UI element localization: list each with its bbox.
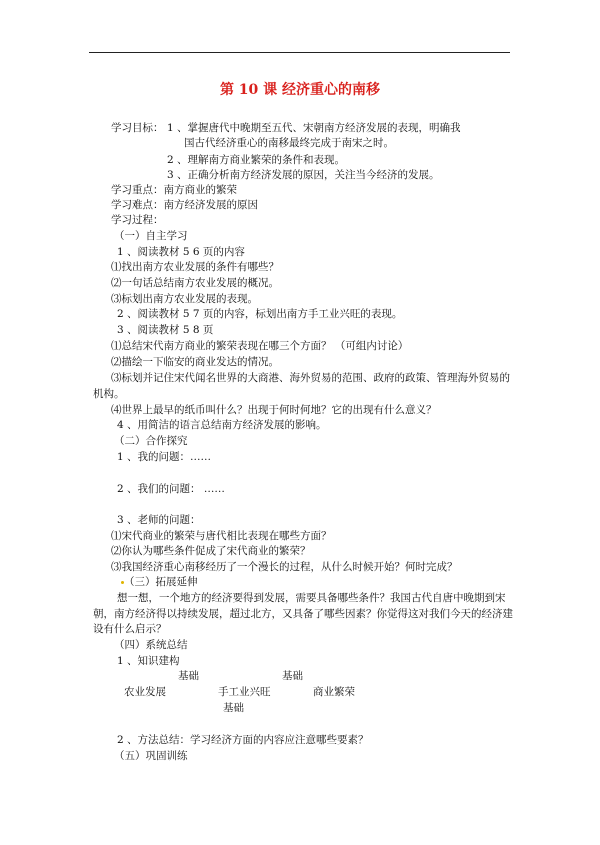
objective-2: 2 、理解南方商业繁荣的条件和表现。 bbox=[167, 154, 346, 166]
part4-knowledge: 1 、知识建构 bbox=[117, 655, 180, 667]
difficult-point: 学习难点：南方经济发展的原因 bbox=[111, 199, 258, 211]
part1-question-1: ⑴找出南方农业发展的条件有哪些？ bbox=[111, 261, 279, 273]
part2-our-question: 2 、我们的问题： …… bbox=[117, 483, 225, 495]
part1-read3-question-3-line-1: ⑶标划并记住宋代闻名世界的大商港、海外贸易的范围、政府的政策、管理海外贸易的 bbox=[111, 372, 510, 384]
key-point: 学习重点：南方商业的繁荣 bbox=[111, 184, 237, 196]
part4-method: 2 、方法总结：学习经济方面的内容应注意哪些要素？ bbox=[117, 734, 369, 746]
diagram-base-2: 基础 bbox=[282, 670, 303, 682]
diagram-base-3: 基础 bbox=[223, 702, 244, 714]
lesson-title: 第 10 课 经济重心的南移 bbox=[219, 82, 381, 98]
part5-heading: （五）巩固训练 bbox=[114, 750, 188, 762]
process-label: 学习过程： bbox=[111, 214, 164, 226]
part2-teacher-question-3: ⑶我国经济重心南移经历了一个漫长的过程，从什么时候开始？何时完成？ bbox=[111, 561, 458, 573]
part3-paragraph-line-2: 朝，南方经济得以持续发展，超过北方，又具备了哪些因素？你觉得这对我们今天的经济建 bbox=[93, 608, 513, 620]
part2-my-question: 1 、我的问题：…… bbox=[117, 451, 212, 463]
header-rule bbox=[89, 52, 510, 53]
part1-question-3: ⑶标划出南方农业发展的表现。 bbox=[111, 293, 258, 305]
diagram-commerce: 商业繁荣 bbox=[313, 686, 355, 698]
part2-teacher-question-2: ⑵你认为哪些条件促成了宋代商业的繁荣？ bbox=[111, 545, 311, 557]
objective-3: 3 、正确分析南方经济发展的原因，关注当今经济的发展。 bbox=[167, 169, 440, 181]
part3-paragraph-line-1: 想一想，一个地方的经济要得到发展，需要具备哪些条件？我国古代自唐中晚期到宋 bbox=[117, 592, 506, 604]
objective-1-line-2: 国古代经济重心的南移最终完成于南宋之时。 bbox=[184, 137, 394, 149]
part2-teacher-question-1: ⑴宋代商业的繁荣与唐代相比表现在哪些方面？ bbox=[111, 530, 332, 542]
part1-read-3: 3 、阅读教材 5 8 页 bbox=[117, 324, 214, 336]
objective-1-line-1: 1 、掌握唐代中晚期至五代、宋朝南方经济发展的表现，明确我 bbox=[167, 122, 461, 134]
part2-teacher-question: 3 、老师的问题： bbox=[117, 514, 201, 526]
part1-read3-question-3-line-2: 机构。 bbox=[93, 388, 125, 400]
diagram-base-1: 基础 bbox=[178, 670, 199, 682]
part3-paragraph-line-3: 设有什么启示？ bbox=[93, 623, 167, 635]
diagram-handicraft: 手工业兴旺 bbox=[218, 686, 271, 698]
part1-question-2: ⑵一句话总结南方农业发展的概况。 bbox=[111, 277, 279, 289]
part1-read-1: 1 、阅读教材 5 6 页的内容 bbox=[117, 246, 245, 258]
diagram-agriculture: 农业发展 bbox=[124, 686, 166, 698]
part3-heading: （三）拓展延伸 bbox=[124, 576, 198, 588]
part1-read3-question-1: ⑴总结宋代南方商业的繁荣表现在哪三个方面？ （可组内讨论） bbox=[111, 340, 409, 352]
part1-read3-question-2: ⑵描绘一下临安的商业发达的情况。 bbox=[111, 356, 279, 368]
part1-heading: （一）自主学习 bbox=[114, 230, 188, 242]
part4-heading: （四）系统总结 bbox=[114, 639, 188, 651]
part1-read-2: 2 、阅读教材 5 7 页的内容，标划出南方手工业兴旺的表现。 bbox=[117, 308, 403, 320]
part1-item-4: 4 、用简洁的语言总结南方经济发展的影响。 bbox=[117, 419, 327, 431]
part2-heading: （二）合作探究 bbox=[114, 435, 188, 447]
part1-read3-question-4: ⑷世界上最早的纸币叫什么？出现于何时何地？它的出现有什么意义？ bbox=[111, 404, 437, 416]
objectives-label: 学习目标： bbox=[111, 122, 164, 134]
